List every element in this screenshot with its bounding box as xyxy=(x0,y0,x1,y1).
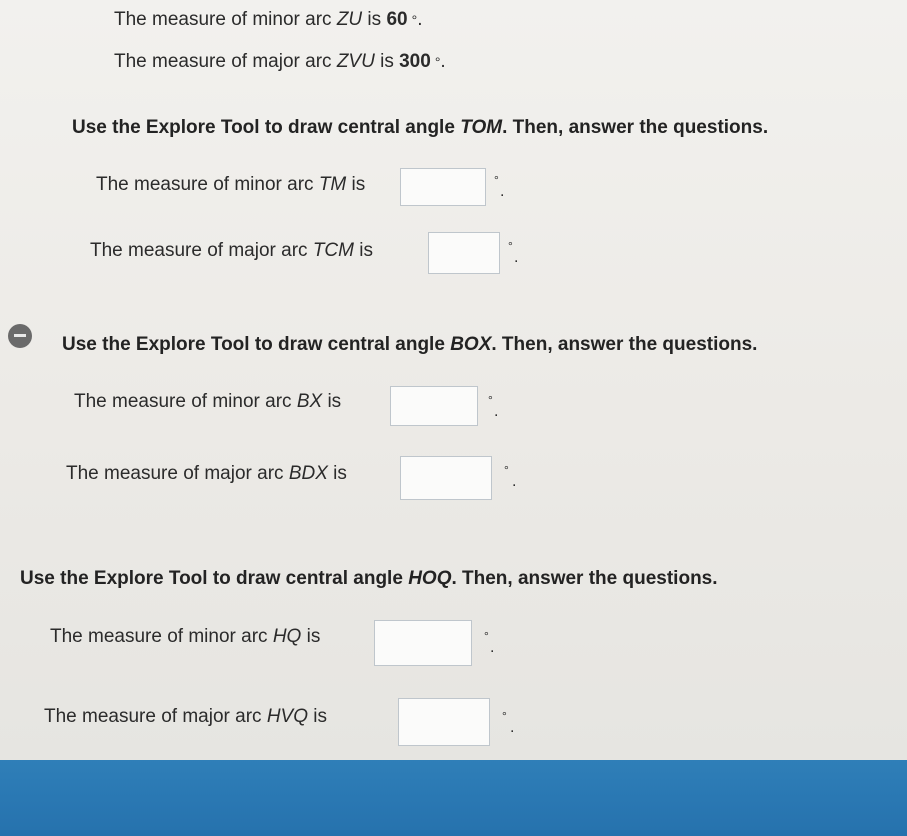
arc-hq-label: HQ xyxy=(272,626,302,647)
question-major-arc-tcm xyxy=(90,239,373,263)
minus-circle-icon[interactable] xyxy=(8,324,32,348)
question-major-arc-hvq xyxy=(44,705,327,729)
question-prefix: The measure of major arc xyxy=(90,240,308,261)
given-major-is: is xyxy=(380,51,394,72)
period: . xyxy=(500,183,505,200)
question-is: is xyxy=(306,626,321,647)
section-heading-tom xyxy=(72,116,768,140)
arc-hvq-label: HVQ xyxy=(266,706,308,727)
section-heading-hoq xyxy=(20,567,718,591)
heading-prefix: Use the Explore Tool to draw central angle xyxy=(62,334,445,355)
degree-symbol: ° xyxy=(411,12,418,28)
answer-input-minor-arc-tm[interactable] xyxy=(400,168,486,206)
degree-symbol: ° xyxy=(484,629,489,643)
arc-bx-label: BX xyxy=(296,391,323,412)
answer-input-major-arc-tcm[interactable] xyxy=(428,232,500,274)
arc-zu-label: ZU xyxy=(336,9,363,30)
answer-input-major-arc-hvq[interactable] xyxy=(398,698,490,746)
question-is: is xyxy=(359,240,373,261)
question-is: is xyxy=(313,706,328,727)
heading-suffix: . Then, answer the questions. xyxy=(451,568,718,589)
degree-symbol: ° xyxy=(508,239,513,253)
arc-zvu-label: ZVU xyxy=(336,51,375,72)
period: . xyxy=(494,403,499,420)
heading-suffix: . Then, answer the questions. xyxy=(502,117,769,138)
degree-symbol: ° xyxy=(502,709,507,723)
question-prefix: The measure of major arc xyxy=(44,706,262,727)
arc-tcm-label: TCM xyxy=(312,240,354,261)
question-minor-arc-hq xyxy=(50,625,320,649)
question-prefix: The measure of minor arc xyxy=(74,391,292,412)
question-prefix: The measure of minor arc xyxy=(50,626,268,647)
arc-bdx-label: BDX xyxy=(288,463,328,484)
given-minor-prefix: The measure of minor arc xyxy=(114,9,332,30)
given-major-prefix: The measure of major arc xyxy=(114,51,332,72)
given-minor-arc-zu xyxy=(114,8,422,32)
angle-hoq-label: HOQ xyxy=(408,568,452,589)
period: . xyxy=(490,639,495,656)
angle-tom-label: TOM xyxy=(460,117,503,138)
degree-symbol: ° xyxy=(504,463,509,477)
answer-input-major-arc-bdx[interactable] xyxy=(400,456,492,500)
answer-input-minor-arc-hq[interactable] xyxy=(374,620,472,666)
angle-box-label: BOX xyxy=(450,334,492,355)
section-heading-box xyxy=(62,333,757,357)
given-minor-value: 60 xyxy=(386,9,408,30)
question-is: is xyxy=(333,463,347,484)
answer-input-minor-arc-bx[interactable] xyxy=(390,386,478,426)
period: . xyxy=(514,249,519,266)
period: . xyxy=(510,719,515,736)
question-prefix: The measure of major arc xyxy=(66,463,284,484)
question-minor-arc-bx xyxy=(74,390,341,414)
arc-tm-label: TM xyxy=(318,174,347,195)
question-prefix: The measure of minor arc xyxy=(96,174,314,195)
period: . xyxy=(417,9,423,30)
period: . xyxy=(440,51,446,72)
question-is: is xyxy=(327,391,342,412)
given-major-value: 300 xyxy=(399,51,431,72)
heading-prefix: Use the Explore Tool to draw central angle xyxy=(20,568,403,589)
given-minor-is: is xyxy=(367,9,382,30)
question-is: is xyxy=(351,174,366,195)
given-major-arc-zvu xyxy=(114,50,446,74)
degree-symbol: ° xyxy=(488,393,493,407)
bottom-blue-bar xyxy=(0,760,907,836)
heading-suffix: . Then, answer the questions. xyxy=(491,334,758,355)
period: . xyxy=(512,473,517,490)
degree-symbol: ° xyxy=(434,54,441,70)
heading-prefix: Use the Explore Tool to draw central angle xyxy=(72,117,455,138)
question-minor-arc-tm xyxy=(96,173,365,197)
degree-symbol: ° xyxy=(494,173,499,187)
question-major-arc-bdx xyxy=(66,462,347,486)
